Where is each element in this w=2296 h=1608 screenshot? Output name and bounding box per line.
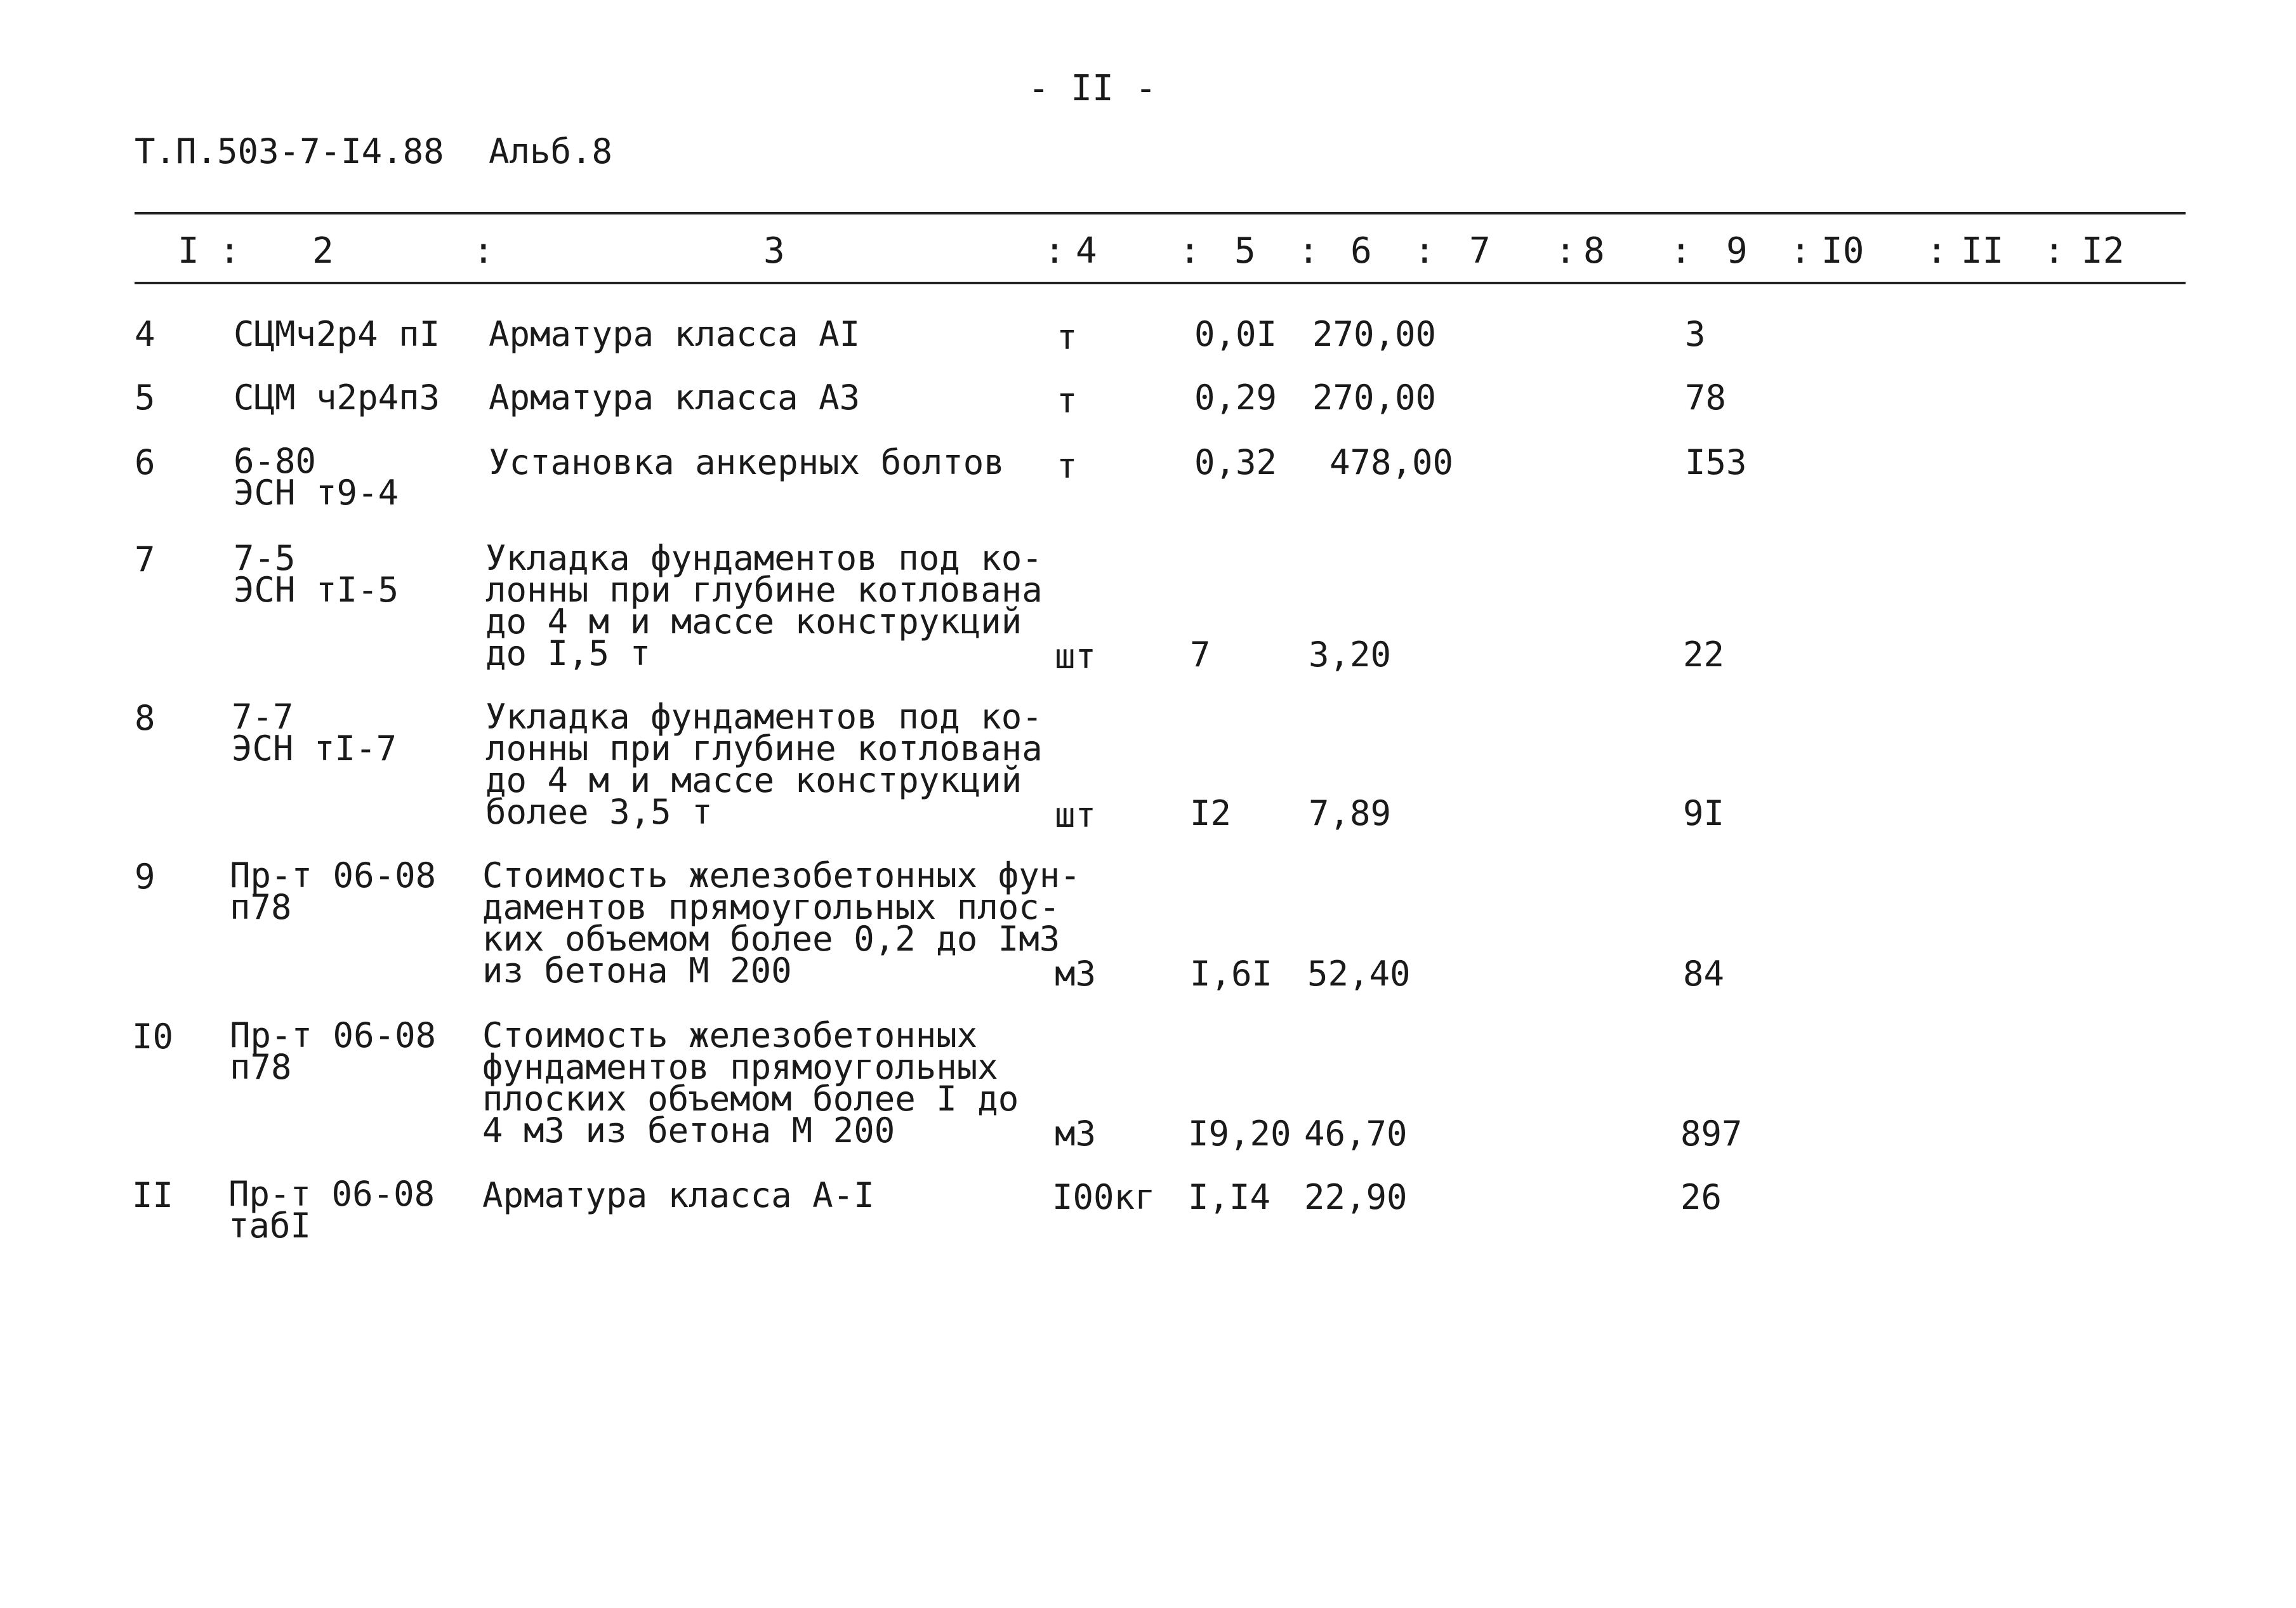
row-code: Пр-т 06-08 п78 bbox=[230, 1015, 437, 1087]
col-separator: : bbox=[1555, 230, 1576, 272]
row-number: 6 bbox=[135, 442, 155, 482]
col-separator: : bbox=[1670, 230, 1692, 272]
col-separator: : bbox=[1298, 230, 1319, 272]
row-number: 4 bbox=[135, 314, 155, 354]
row-quantity: I9,20 bbox=[1188, 1114, 1291, 1154]
col-header-7: 7 bbox=[1469, 230, 1491, 272]
col-header-4: 4 bbox=[1076, 230, 1097, 272]
row-code: 6-80 ЭСН т9-4 bbox=[234, 441, 399, 513]
row-unit: шт bbox=[1055, 636, 1097, 676]
row-code: 7-7 ЭСН тI-7 bbox=[232, 697, 397, 768]
col-header-6: 6 bbox=[1350, 230, 1372, 272]
row-code: Пр-т 06-08 табI bbox=[228, 1174, 435, 1246]
row-quantity: I,6I bbox=[1190, 954, 1273, 994]
row-description: Стоимость железобетонных фун- даментов прямоугольных плос- ких объемом более 0,2 до Iм3 из бетона М 200 bbox=[482, 855, 1081, 991]
row-price: 270,00 bbox=[1312, 314, 1437, 354]
album-label: Альб.8 bbox=[489, 131, 613, 171]
row-quantity: 0,32 bbox=[1194, 442, 1277, 482]
col-separator: : bbox=[473, 230, 494, 272]
col-header-3: 3 bbox=[763, 230, 785, 272]
col-header-1: I bbox=[178, 230, 199, 272]
row-total: 3 bbox=[1685, 314, 1706, 354]
col-header-2: 2 bbox=[312, 230, 334, 272]
document-code: Т.П.503-7-I4.88 bbox=[135, 131, 444, 171]
row-description: Установка анкерных болтов bbox=[489, 442, 1005, 482]
row-description: Арматура класса А-I bbox=[482, 1175, 874, 1215]
col-separator: : bbox=[2043, 230, 2065, 272]
row-unit: м3 bbox=[1055, 954, 1097, 994]
col-separator: : bbox=[1926, 230, 1948, 272]
row-code: СЦМч2р4 пI bbox=[234, 314, 440, 354]
row-total: I53 bbox=[1685, 442, 1747, 482]
col-separator: : bbox=[1044, 230, 1066, 272]
col-header-11: II bbox=[1961, 230, 2004, 272]
row-total: 897 bbox=[1680, 1114, 1743, 1154]
row-quantity: I,I4 bbox=[1188, 1177, 1271, 1217]
row-description: Арматура класса А3 bbox=[489, 378, 861, 418]
row-total: 78 bbox=[1685, 378, 1727, 418]
row-quantity: 7 bbox=[1190, 635, 1211, 675]
row-description: Укладка фундаментов под ко- лонны при глубине котлована до 4 м и массе конструкций до I,5 т bbox=[485, 538, 1043, 673]
row-number: 7 bbox=[135, 539, 155, 579]
row-number: 8 bbox=[135, 698, 155, 738]
row-price: 7,89 bbox=[1309, 793, 1392, 833]
row-unit: I00кг bbox=[1052, 1177, 1156, 1217]
row-total: 22 bbox=[1683, 635, 1725, 675]
row-price: 478,00 bbox=[1329, 442, 1454, 482]
row-number: 5 bbox=[135, 378, 155, 418]
row-description: Арматура класса АI bbox=[489, 314, 861, 354]
row-price: 46,70 bbox=[1304, 1114, 1408, 1154]
col-header-10: I0 bbox=[1821, 230, 1864, 272]
header-top-rule bbox=[135, 212, 2186, 214]
row-unit: м3 bbox=[1055, 1114, 1097, 1154]
row-number: 9 bbox=[135, 857, 155, 897]
row-quantity: 0,29 bbox=[1194, 378, 1277, 418]
row-unit: шт bbox=[1055, 795, 1097, 835]
row-description: Укладка фундаментов под ко- лонны при глубине котлована до 4 м и массе конструкций более 3,5 т bbox=[485, 697, 1043, 832]
col-header-12: I2 bbox=[2082, 230, 2125, 272]
row-price: 270,00 bbox=[1312, 378, 1437, 418]
row-description: Стоимость железобетонных фундаментов прямоугольных плоских объемом более I до 4 м3 из бетона М 200 bbox=[482, 1015, 1019, 1150]
row-price: 22,90 bbox=[1304, 1177, 1408, 1217]
row-total: 26 bbox=[1680, 1177, 1722, 1217]
header-bottom-rule bbox=[135, 282, 2186, 284]
row-number: II bbox=[132, 1175, 174, 1215]
row-code: Пр-т 06-08 п78 bbox=[230, 855, 437, 927]
row-unit: т bbox=[1057, 317, 1078, 357]
row-number: I0 bbox=[132, 1017, 174, 1057]
row-price: 52,40 bbox=[1307, 954, 1411, 994]
col-header-8: 8 bbox=[1583, 230, 1605, 272]
col-separator: : bbox=[1414, 230, 1435, 272]
col-separator: : bbox=[219, 230, 241, 272]
row-total: 9I bbox=[1683, 793, 1725, 833]
page-number: - II - bbox=[1028, 68, 1157, 109]
row-unit: т bbox=[1057, 381, 1078, 421]
col-separator: : bbox=[1790, 230, 1811, 272]
col-header-9: 9 bbox=[1726, 230, 1748, 272]
row-code: 7-5 ЭСН тI-5 bbox=[234, 538, 399, 610]
row-total: 84 bbox=[1683, 954, 1725, 994]
col-header-5: 5 bbox=[1234, 230, 1256, 272]
row-unit: т bbox=[1057, 446, 1078, 486]
row-code: СЦМ ч2р4п3 bbox=[234, 378, 440, 418]
row-price: 3,20 bbox=[1309, 635, 1392, 675]
row-quantity: 0,0I bbox=[1194, 314, 1277, 354]
col-separator: : bbox=[1179, 230, 1201, 272]
row-quantity: I2 bbox=[1190, 793, 1232, 833]
